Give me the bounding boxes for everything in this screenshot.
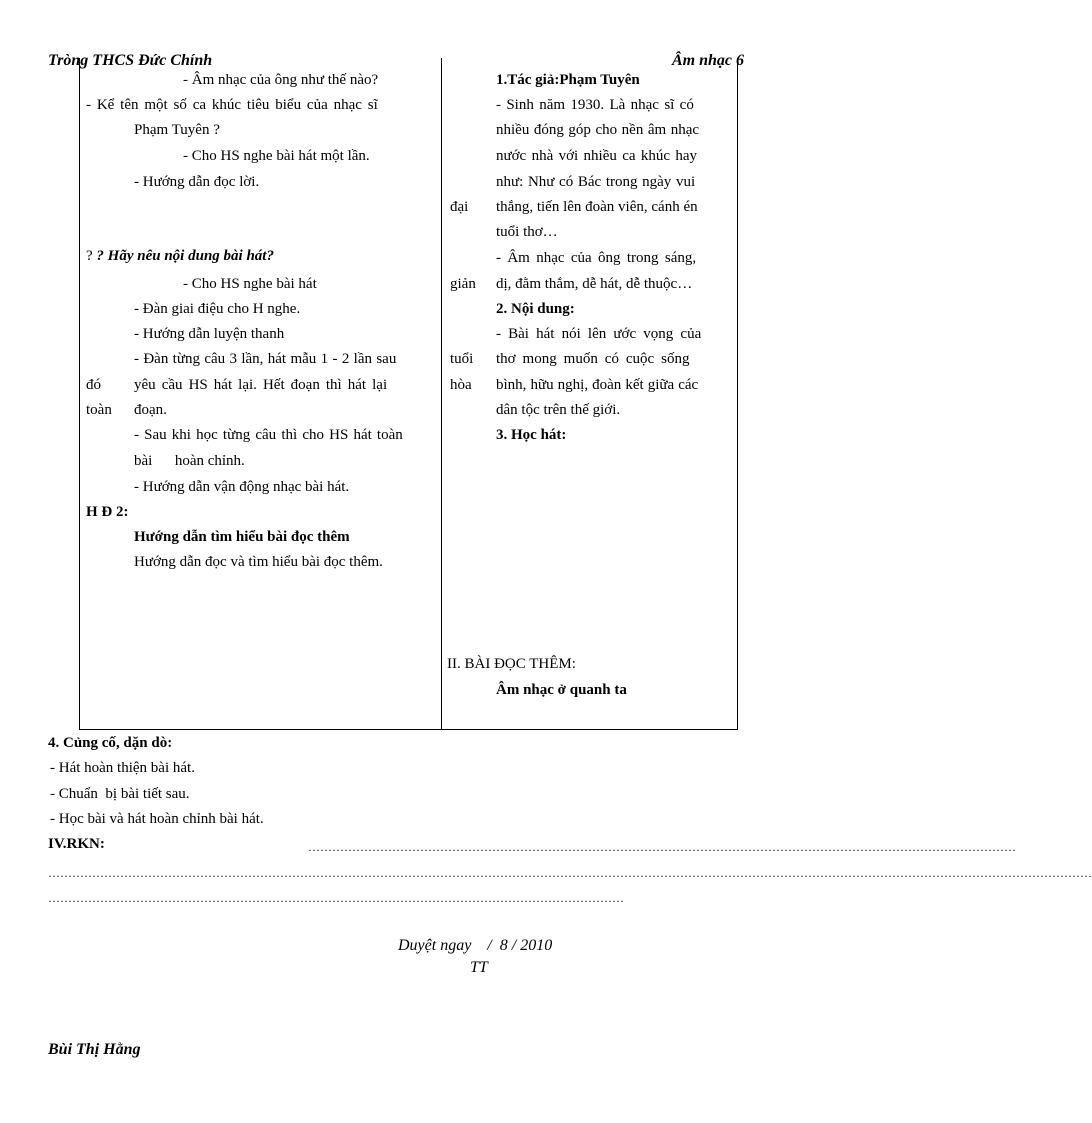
left-line-9: - Hướng dẫn luyện thanh	[134, 326, 285, 342]
right-line-12: thơ mong muốn có cuộc sống	[496, 351, 690, 367]
reading-title: Âm nhạc ở quanh ta	[496, 682, 627, 698]
left-line-3: Phạm Tuyên ?	[134, 122, 220, 138]
left-line-15: - Hướng dẫn vận động nhạc bài hát.	[134, 479, 350, 495]
left-line-14: bài hoàn chỉnh.	[134, 453, 245, 469]
right-line-11: - Bài hát nói lên ước vọng của	[496, 326, 702, 342]
left-line-11: yêu cầu HS hát lại. Hết đoạn thì hát lại	[134, 377, 388, 393]
approval-tt: TT	[470, 959, 488, 976]
subject-name: Âm nhạc 6	[672, 52, 745, 69]
right-author-title: 1.Tác giả:Phạm Tuyên	[496, 72, 640, 88]
right-margin-gian: giản	[450, 276, 476, 292]
hd2-title: Hướng dẫn tìm hiểu bài đọc thêm	[134, 529, 350, 545]
left-line-13: - Sau khi học từng câu thì cho HS hát toàn	[134, 427, 403, 443]
left-question: ? ? Hãy nêu nội dung bài hát?	[86, 248, 274, 264]
left-question-text: ? Hãy nêu nội dung bài hát?	[96, 248, 274, 264]
left-margin-toan: toàn	[86, 402, 112, 418]
right-line-2: - Sinh năm 1930. Là nhạc sĩ có	[496, 97, 694, 113]
right-line-6: thắng, tiến lên đoàn viên, cánh én	[496, 199, 698, 215]
left-line-5: - Hướng dẫn đọc lời.	[134, 174, 260, 190]
section4-title: 4. Củng cố, dặn dò:	[48, 735, 173, 751]
left-line-4: - Cho HS nghe bài hát một lần.	[183, 148, 370, 164]
rkn-label: IV.RKN:	[48, 836, 105, 852]
right-content-title: 2. Nội dung:	[496, 301, 575, 317]
left-line-2: - Kể tên một số ca khúc tiêu biểu của nhạc sĩ	[86, 97, 378, 113]
school-name: Tròng THCS Đức Chính	[48, 52, 213, 69]
rkn-dotted-line-2: ………………………………………………………………………………………………………………………………………………………………………………………………………………………………………	[48, 866, 1092, 880]
reading-section-title: II. BÀI ĐỌC THÊM:	[447, 656, 576, 672]
right-line-5: như: Như có Bác trong ngày vui	[496, 174, 696, 190]
signature-name: Bùi Thị Hằng	[48, 1041, 141, 1058]
left-line-12: đoạn.	[134, 402, 167, 418]
right-line-4: nước nhà với nhiều ca khúc hay	[496, 148, 698, 164]
right-margin-dai: đại	[450, 199, 469, 215]
column-divider	[441, 58, 442, 730]
section4-item-2: - Chuẩn bị bài tiết sau.	[50, 786, 190, 802]
rkn-dotted-line-1: ……………………………………………………………………………………………………………………………………………………………	[308, 840, 1016, 854]
approval-date: Duyệt ngay / 8 / 2010	[398, 937, 553, 954]
right-line-13: bình, hữu nghị, đoàn kết giữa các	[496, 377, 699, 393]
section4-item-3: - Học bài và hát hoàn chỉnh bài hát.	[50, 811, 264, 827]
right-line-14: dân tộc trên thế giới.	[496, 402, 621, 418]
right-learn-title: 3. Học hát:	[496, 427, 567, 443]
left-margin-do: đó	[86, 377, 101, 393]
left-line-10: - Đàn từng câu 3 lần, hát mẫu 1 - 2 lần sau	[134, 351, 397, 367]
hd2-label: H Đ 2:	[86, 504, 129, 520]
section4-item-1: - Hát hoàn thiện bài hát.	[50, 760, 195, 776]
left-line-8: - Đàn giai điệu cho H nghe.	[134, 301, 301, 317]
right-line-8: - Âm nhạc của ông trong sáng,	[496, 250, 697, 266]
right-margin-hoa: hòa	[450, 377, 472, 393]
left-line-1: - Âm nhạc của ông như thế nào?	[183, 72, 379, 88]
right-line-9: dị, đằm thắm, dễ hát, dễ thuộc…	[496, 276, 693, 292]
hd2-text: Hướng dẫn đọc và tìm hiểu bài đọc thêm.	[134, 554, 383, 570]
right-margin-tuoi: tuổi	[450, 351, 474, 367]
rkn-dotted-line-3: ………………………………………………………………………………………………………………………………	[48, 891, 624, 905]
left-line-7: - Cho HS nghe bài hát	[183, 276, 317, 292]
right-line-7: tuổi thơ…	[496, 224, 558, 240]
right-line-3: nhiều đóng góp cho nền âm nhạc	[496, 122, 700, 138]
